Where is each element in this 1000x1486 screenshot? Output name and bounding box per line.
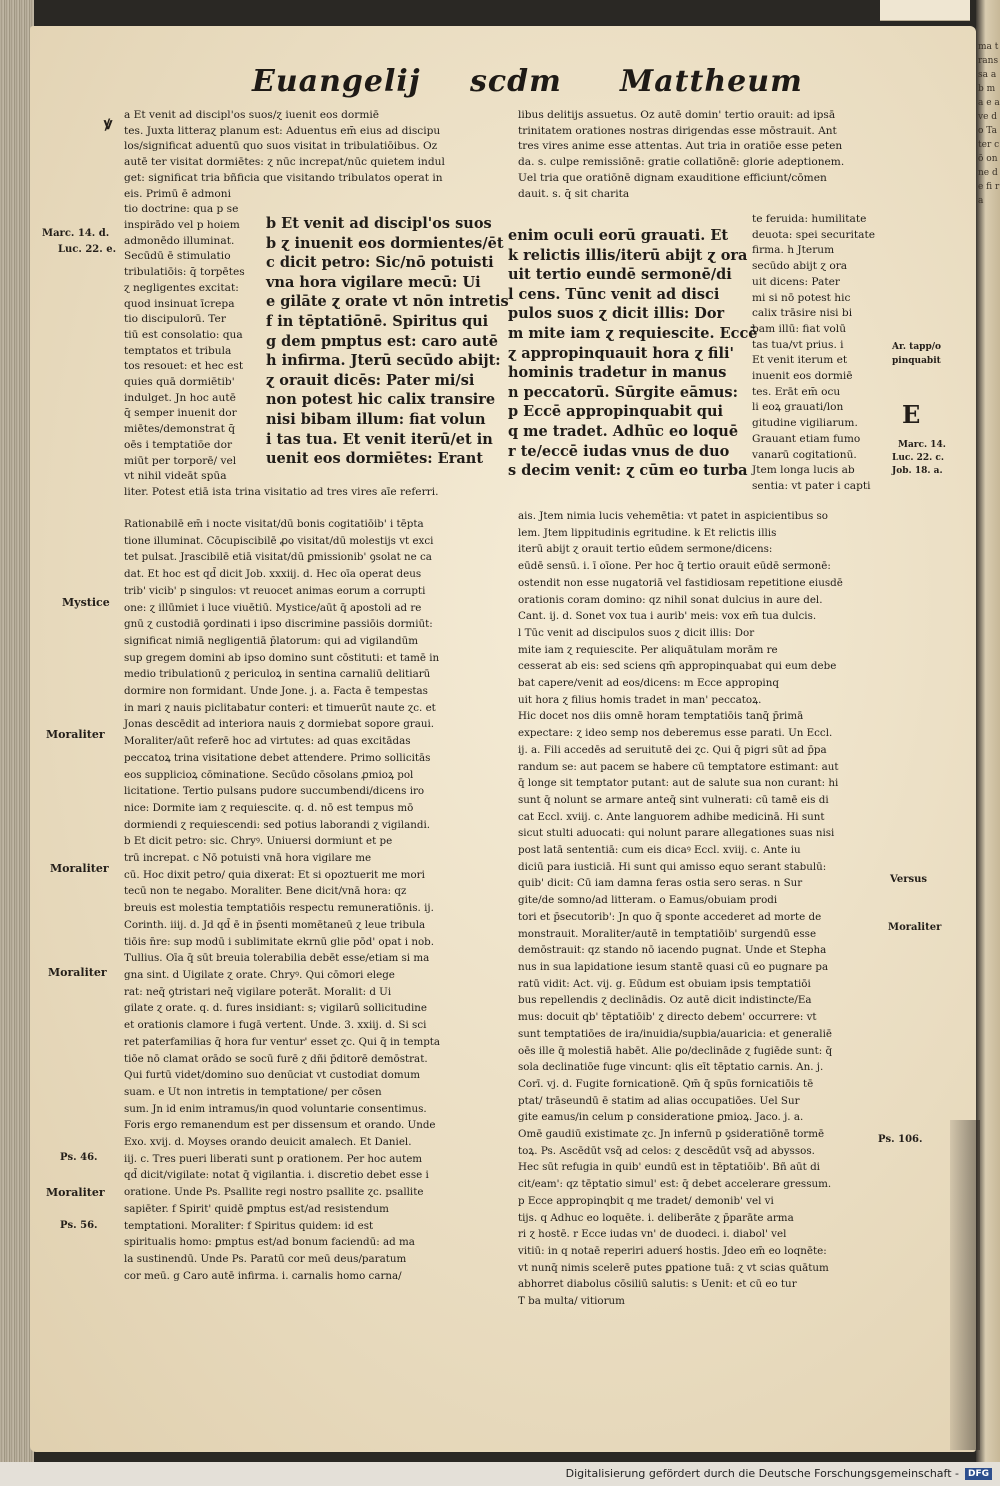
running-head-word-1: Euangelij [252,64,421,99]
text-line: peccatoꝝ trina visitatione debet attendere. Primo sollicitās [124,751,431,764]
text-line: pulos suos ɀ dicit illis: Dor [508,305,725,323]
margin-note: Ps. 46. [60,1152,98,1163]
text-line: admonēdo illuminat. [124,234,235,247]
right-narrow-commentary [752,212,892,502]
text-line: mite iam ɀ requiescite. Per aliquātulam morām re [518,643,778,656]
margin-note: Luc. 22. c. [892,453,945,463]
text-line: sentia: vt pater i capti [752,479,871,492]
text-line: eos supplicioꝝ cōminatione. Secūdo cōsolans ꝓmioꝝ pol [124,768,414,781]
text-line: ɀ negligentes excitat: [124,281,239,294]
text-line: trinitatem orationes nostras dirigendas esse mōstrauit. Ant [518,124,837,137]
text-line: sup gregem domini ab ipso domino sunt cōstituti: et tamē in [124,651,440,664]
text-line: gite eamus/in celum p consideratione ꝑmioꝝ. Jaco. j. a. [518,1111,804,1124]
text-line: Jtem longa lucis ab [752,464,855,477]
margin-note: Moraliter [46,1186,105,1199]
text-line: Rationabilē em̄ i nocte visitat/dū bonis cogitatiōib' i tēpta [124,518,424,530]
text-line: la sustinendū. Unde Ps. Paratū cor meū deus/paratum [124,1252,407,1265]
text-line: f in tēptatiōnē. Spiritus qui [266,312,489,330]
text-line: suam. e Ut non intretis in temptatione/ per cōsen [124,1085,382,1098]
text-line: b ɀ inuenit eos dormientes/ēt [266,234,504,252]
text-line: oēs i temptatiōe dor [124,438,233,451]
text-line: demōstrauit: qz stando nō iacendo pugnat. Unde et Stepha [518,944,827,957]
text-line: p Ecce appropinqbit q me tradet/ demonib' vel vi [518,1194,774,1207]
text-line: trib' vicib' p singulos: vt reuocet animas eorum a corrupti [124,584,426,597]
text-line: Exo. xvij. d. Moyses orando deuicit amalech. Et Daniel. [124,1136,412,1149]
text-line: indulget. Jn hoc autē [124,391,236,404]
text-line: vitiū: in q notaē reperiri aduerś hostis. Jdeo em̄ eo loqnēte: [518,1244,827,1257]
text-line: rat: neq̄ ꝯtristari neq̄ vigilare poterāt. Moralit: d Ui [124,985,392,998]
text-line: i tas tua. Et venit iterū/et in [266,430,493,448]
text-line: Grauant etiam fumo [752,432,861,445]
text-line: m mite iam ɀ requiescite. Eccē [508,324,758,342]
text-line: l cens. Tūnc venit ad disci [508,285,720,303]
text-line: inuenit eos dormiē [752,370,853,383]
text-line: tos resouet: et hec est [124,360,244,373]
text-line: r te/eccē iudas vnus de duo [508,442,730,460]
text-line: tijs. q Adhuc eo loquēte. i. deliberāte ɀ p̄parāte arma [518,1211,794,1224]
dfg-logo[interactable]: DFG [965,1468,992,1480]
text-line: toꝝ. Ps. Ascēdūt vsq̄ ad celos: ɀ descēdūt vsq̄ ad abyssos. [518,1144,815,1157]
text-line: cit/eam': qz tēptatio simul' est: q̄ debet accelerare gressum. [518,1178,832,1191]
text-line: bam illū: fiat volū [752,322,847,335]
text-line: tiū est consolatio: qua [124,328,243,341]
text-line: iij. c. Tres pueri liberati sunt p orationem. Per hoc autem [124,1152,423,1165]
text-line: Hec sūt refugia in quib' eundū est in tēptatiōib'. Bñ aūt di [518,1161,820,1174]
text-line: c dicit petro: Sic/nō potuisti [266,254,494,272]
text-line: tribulatiōis: q̄ torpētes [124,266,245,279]
text-line: tio discipulorū. Ter [124,313,226,326]
text-line: uit tertio eundē sermonē/di [508,266,732,284]
text-line: ret paterfamilias q̄ hora fur ventur' esset ɀc. Qui q̄ in tempta [124,1035,441,1048]
text-line: hominis tradetur in manus [508,364,727,382]
text-line: g dem pmptus est: caro autē [266,332,498,350]
text-line: vt nihil videāt spūa [124,470,227,483]
margin-note: Job. 18. a. [892,466,943,476]
text-line: Cant. ij. d. Sonet vox tua i aurib' meis: vox em̄ tua dulcis. [518,610,817,623]
text-line: one: ɀ illūmiet i luce viuētiū. Mystice/aūt q̄ apostoli ad re [124,601,422,614]
text-line: vt nunq̄ nimis scelerē putes ꝑpatione tuā: ɀ vt scias quātum [518,1261,829,1274]
text-line: non potest hic calix transire [266,391,496,409]
text-line: T ba multa/ vitiorum [518,1295,625,1308]
text-line: dormire non formidant. Unde Jone. j. a. Facta ē tempestas [124,685,428,698]
text-line: expectare: ɀ ideo semp nos deberemus esse parati. Un Eccl. [518,727,833,740]
text-line: tecū non te negabo. Moraliter. Bene dicit/vnā hora: qz [124,885,407,898]
text-line: spiritualis homo: ꝑmptus est/ad bonum faciendū: ad ma [124,1236,415,1249]
text-line: q̄ semper inuenit dor [124,407,237,420]
text-line: gite/de somno/ad litteram. o Eamus/obuiam prodi [518,894,778,907]
text-line: oratione. Unde Ps. Psallite regi nostro psallite ɀc. psallite [124,1186,424,1199]
text-line: miētes/demonstrat q̄ [124,423,236,436]
text-line: cesserat ab eis: sed sciens qm̄ appropinquabat qui eum debe [518,660,837,673]
text-line: nice: Dormite iam ɀ requiescite. q. d. nō est tempus mō [124,801,414,814]
text-line: secūdo abijt ɀ ora [752,260,848,273]
text-line: tes. Erāt em̄ ocu [752,385,841,398]
text-line: dormiendi ɀ requiescendi: sed potius laborandi ɀ vigilandi. [124,818,431,831]
text-line: Uel tria que oratiōnē dignam exauditione efficiunt/cōmen [518,171,827,184]
text-line: liter. Potest etiā ista trina visitatio ad tres vires aīe referri. [124,485,439,498]
text-line: gnū ɀ custodiā ꝯordinati i ipso discrimine passiōis dormiūt: [124,618,433,631]
margin-note: Mystice [62,596,110,609]
text-line: tiōe nō clamat orādo se socū furē ɀ dñi p̄ditorē demōstrat. [124,1052,428,1065]
text-line: tiōis n̄re: sup modū i sublimitate ekrnū glie pōd' opat i nob. [124,935,435,948]
text-line: bus repellendis ɀ declinādis. Oz autē dicit indistincte/Ea [518,994,812,1007]
text-line: abhorret diabolus cōsiliū salutis: s Uenit: et cū eo tur [518,1278,797,1291]
text-line: sola declinatiōe fuge vincunt: qlis eīt tēptatio carnis. An. j. [518,1061,824,1074]
text-line: in mari ɀ nauis piclitabatur conteri: et timuerūt naute ɀc. et [124,701,436,714]
text-line: da. s. culpe remissiōnē: gratie collatiōnē: glorie adeptionem. [518,156,845,169]
margin-note: Moraliter [888,922,942,933]
text-line: eūdē sensū. i. ī oīone. Per hoc q̄ tertio orauit eūdē sermonē: [518,560,831,573]
text-line: bat capere/venit ad eos/dicens: m Ecce appropinq [518,677,779,690]
text-line: diciū para iusticiā. Hi sunt qui amisso equo serant stabulū: [518,860,827,873]
margin-note: Ps. 56. [60,1220,98,1231]
text-line: Secūdū ē stimulatio [124,250,231,263]
text-line: sunt q̄ nolunt se armare anteq̄ sint vulnerati: cū tamē eis di [518,793,829,806]
left-bottom-commentary [124,516,506,1282]
text-line: li eoꝝ grauati/lon [752,401,844,414]
text-line: gitudine vigiliarum. [752,417,858,430]
margin-note: Luc. 22. e. [58,244,117,255]
text-line: ostendit non esse nugatoriā vel fastidiosam repetitione eiusdē [518,576,843,589]
text-line: e gilāte ɀ orate vt nōn intretis [266,293,509,311]
gospel-text-middle [266,214,509,482]
text-line: tori et p̄secutorib': Jn quo q̄ sponte accederet ad morte de [518,910,822,923]
text-line: temptationi. Moraliter: f Spiritus quidem: id est [124,1219,374,1232]
text-line: trū increpat. c Nō potuisti vnā hora vigilare me [124,852,372,865]
text-line: nisi bibam illum: fiat volun [266,410,486,428]
text-line: q̄ longe sit temptator putant: aut de salute sua non curant: hi [518,777,839,790]
margin-note: Versus [890,874,928,885]
text-line: Qui furtū videt/domino suo denūciat vt custodiat domum [124,1069,420,1082]
text-line: significat nimiā negligentiā p̄latorum: qui ad vigilandūm [124,634,418,647]
margin-note: Ps. 106. [878,1134,923,1145]
text-line: cor meū. g Caro autē infirma. i. carnalis homo carna/ [124,1269,402,1282]
running-head-word-3: Mattheum [620,64,803,99]
text-line: miūt per torporē/ vel [124,454,237,467]
text-line: tet pulsat. Jrascibilē etiā visitat/dū ꝑmissionib' ꝯsolat ne ca [124,551,432,564]
text-line: tes. Juxta litteraɀ planum est: Aduentus em̄ eius ad discipu [124,124,441,137]
text-line: tio doctrine: qua p se [124,203,239,216]
text-line: p Eccē appropinquabit qui [508,403,724,421]
text-line: firma. h Jterum [752,244,835,257]
text-line: Tullius. Oīa q̄ sūt breuia tolerabilia debēt esse/etiam si ma [124,952,430,965]
text-line: quies quā dormiētib' [124,376,235,389]
text-line: dat. Et hoc est qd̄ dicit Job. xxxiij. d. Hec oīa operat deus [124,568,422,581]
text-line: Et venit iterum et [752,354,848,367]
text-line: oēs ille q̄ molestiā habēt. Alie ꝑo/declināde ɀ fugiēde sunt: q̄ [518,1044,833,1057]
text-line: mi si nō potest hic [752,291,851,304]
text-line: Moraliter/aūt referē hoc ad virtutes: ad quas excitādas [124,735,411,748]
margin-note: Marc. 14. [898,440,946,450]
text-line: Corinth. iiij. d. Jd qd̄ ē in p̄senti momētaneū ɀ leue tribula [124,918,426,931]
text-line: b Et dicit petro: sic. Chryꝰ. Uniuersi dormiunt et pe [124,835,393,848]
text-line: q me tradet. Adhūc eo loquē [508,422,739,440]
text-line: gilate ɀ orate. q. d. fures insidiant: s; vigilarū sollicitudine [124,1002,427,1015]
text-line: sum. Jn id enim intramus/in quod voluntarie consentimus. [124,1102,427,1115]
text-line: tione illuminat. Cōcupiscibilē ꝓo visitat/dū molestijs vt exci [124,534,434,547]
text-line: libus delitijs assuetus. Oz autē domin' tertio orauit: ad ipsā [518,109,836,121]
margin-initial: E [902,400,921,429]
text-line: vna hora vigilare mecū: Ui [266,273,481,291]
text-line: Foris ergo remanendum est per dissensum et orando. Unde [124,1119,436,1132]
text-line: quod insinuat īcrepa [124,297,235,310]
margin-note: pinquabit [892,356,941,366]
text-line: h infirma. Jterū secūdo abijt: [266,352,501,370]
text-line: uenit eos dormiētes: Erant [266,450,484,468]
right-top-commentary [518,108,890,206]
text-line: ratū vidit: Act. vij. g. Eūdum est obuiam ipsis temptatiōi [518,977,811,990]
text-line: eis. Primū ē admoni [124,187,232,200]
text-line: n peccatorū. Sūrgite eāmus: [508,383,738,401]
text-line: ɀ orauit dicēs: Pater mi/si [266,371,475,389]
text-line: orationis coram domino: qz nihil sonat dulcius in aure del. [518,593,823,606]
text-line: post latā sententiā: cum eis dicaꝰ Eccl. xviij. c. Ante iu [518,844,801,857]
text-line: s decim venit: ɀ cūm eo turba [508,462,748,480]
text-line: sunt temptatiōes de ira/inuidia/supbia/auaricia: et generaliē [518,1027,832,1040]
text-line: lem. Jtem lippitudinis egritudine. k Et relictis illis [518,526,777,539]
margin-note: Moraliter [48,966,107,979]
text-line: Jonas descēdit ad interiora nauis ɀ dormiebat sopore graui. [124,718,435,731]
margin-note: Ar. tapp/o [892,342,942,352]
text-line: b Et venit ad discipl'os suos [266,215,492,232]
signature-mark: ꝟ [104,114,113,133]
text-line: vanarū cogitationū. [752,448,857,461]
text-line: ptat/ trāseundū ē statim ad alias occupatiōes. Uel Sur [518,1094,800,1107]
text-line: get: significat tria bñficia que visitando tribulatos operat in [124,171,443,184]
margin-note: Moraliter [50,862,109,875]
facing-page-text: ma trans sa ab ma e a ve do Ta ter cō on ne de fi ra [978,42,1000,206]
text-line: deuota: spei securitate [752,228,876,241]
footer-bar [0,1462,1000,1486]
text-line: mus: docuit qb' tēptatiōib' ɀ directo debem' occurrere: vt [518,1011,817,1024]
footer-credit: Digitalisierung gefördert durch die Deutsche Forschungsgemeinschaft - [565,1467,959,1480]
text-line: enim oculi eorū grauati. Et [508,227,729,244]
text-line: randum se: aut pacem se habere cū temptatore estimant: aut [518,760,839,773]
text-line: monstrauit. Moraliter/autē in temptatiōib' surgendū esse [518,927,817,940]
text-line: tres vires anime esse attentas. Aut tria in oratiōe esse peten [518,140,843,153]
text-line: cat Eccl. xviij. c. Ante languorem adhibe medicinā. Hi sunt [518,810,825,823]
text-line: te feruida: humilitate [752,213,867,225]
text-line: uit dicens: Pater [752,275,840,288]
text-line: cū. Hoc dixit petro/ quia dixerat: Et si opoztuerit me mori [124,868,425,881]
right-bottom-commentary [518,508,892,1308]
text-line: Omē gaudiū existimate ɀc. Jn infernū p ꝯsideratiōnē tormē [518,1128,825,1141]
text-line: autē ter visitat dormiētes: ɀ nūc increpat/nūc quietem indul [124,156,445,169]
text-line: ais. Jtem nimia lucis vehemētia: vt patet in aspicientibus so [518,510,828,522]
text-line: quib' dicit: Cū iam damna feras ostia sero seras. n Sur [518,877,803,890]
text-line: sicut stulti aduocati: qui nolunt parare allegationes suas nisi [518,827,835,840]
text-line: Hic docet nos diis omnē horam temptatiōis tanq̄ p̄rimā [518,710,804,723]
book-spine-edge [0,0,34,1462]
page-shadow [950,1120,980,1450]
text-line: a Et venit ad discipl'os suos/ɀ iuenit eos dormiē [124,109,380,121]
text-line: ɀ appropinquauit hora ɀ fili' [508,344,734,362]
margin-note: Marc. 14. d. [42,228,110,239]
text-line: et orationis clamore i fugā vertent. Unde. 3. xxiij. d. Si sci [124,1019,427,1032]
text-line: los/significat aduentū quo suos visitat in tribulatiōibus. Oz [124,140,438,153]
text-line: medio tribulationū ɀ periculoꝝ in sentina carnaliū delitiarū [124,668,431,681]
text-line: l Tūc venit ad discipulos suos ɀ dicit illis: Dor [518,626,755,639]
text-line: calix trāsire nisi bi [752,307,853,320]
text-line: temptatos et tribula [124,344,232,357]
text-line: licitatione. Tertio pulsans pudore succumbendi/dicens iro [124,785,425,798]
margin-note: Moraliter [46,728,105,741]
text-line: nus in sua lapidatione iesum stantē quasi cū eo pugnare pa [518,960,829,973]
text-line: qd̄ dicit/vigilate: notat q̄ vigilantia. i. discretio debet esse i [124,1169,429,1182]
left-top-commentary [124,108,514,220]
text-line: gna sint. d Uigilate ɀ orate. Chryꝰ. Qui cōmori elege [124,968,395,981]
text-line: k relictis illis/iterū abijt ɀ ora [508,246,748,264]
paper-tab [880,0,970,21]
text-line: tas tua/vt prius. i [752,338,844,351]
text-line: Corī. vj. d. Fugite fornicationē. Qm̄ q̄ spūs fornicatiōis tē [518,1077,814,1090]
text-line: dauit. s. q̄ sit charita [518,187,630,200]
text-line: uit hora ɀ filius homis tradet in man' peccatoꝝ. [518,693,762,706]
gospel-text-right [508,226,758,488]
text-line: inspirādo vel p hoiem [124,219,240,231]
text-line: breuis est molestia temptatiōis respectu remuneratiōnis. ij. [124,902,434,915]
text-line: ij. a. Fili accedēs ad seruitutē dei ɀc. Qui q̄ pigri sūt ad p̄pa [518,743,827,756]
text-line: sapiēter. f Spirit' quidē ꝑmptus est/ad resistendum [124,1202,389,1215]
running-head-word-2: scdm [470,64,562,99]
text-line: iterū abijt ɀ orauit tertio eūdem sermone/dicens: [518,543,773,556]
text-line: ri ɀ hostē. r Ecce iudas vn' de duodeci. i. diabol' vel [518,1228,787,1241]
